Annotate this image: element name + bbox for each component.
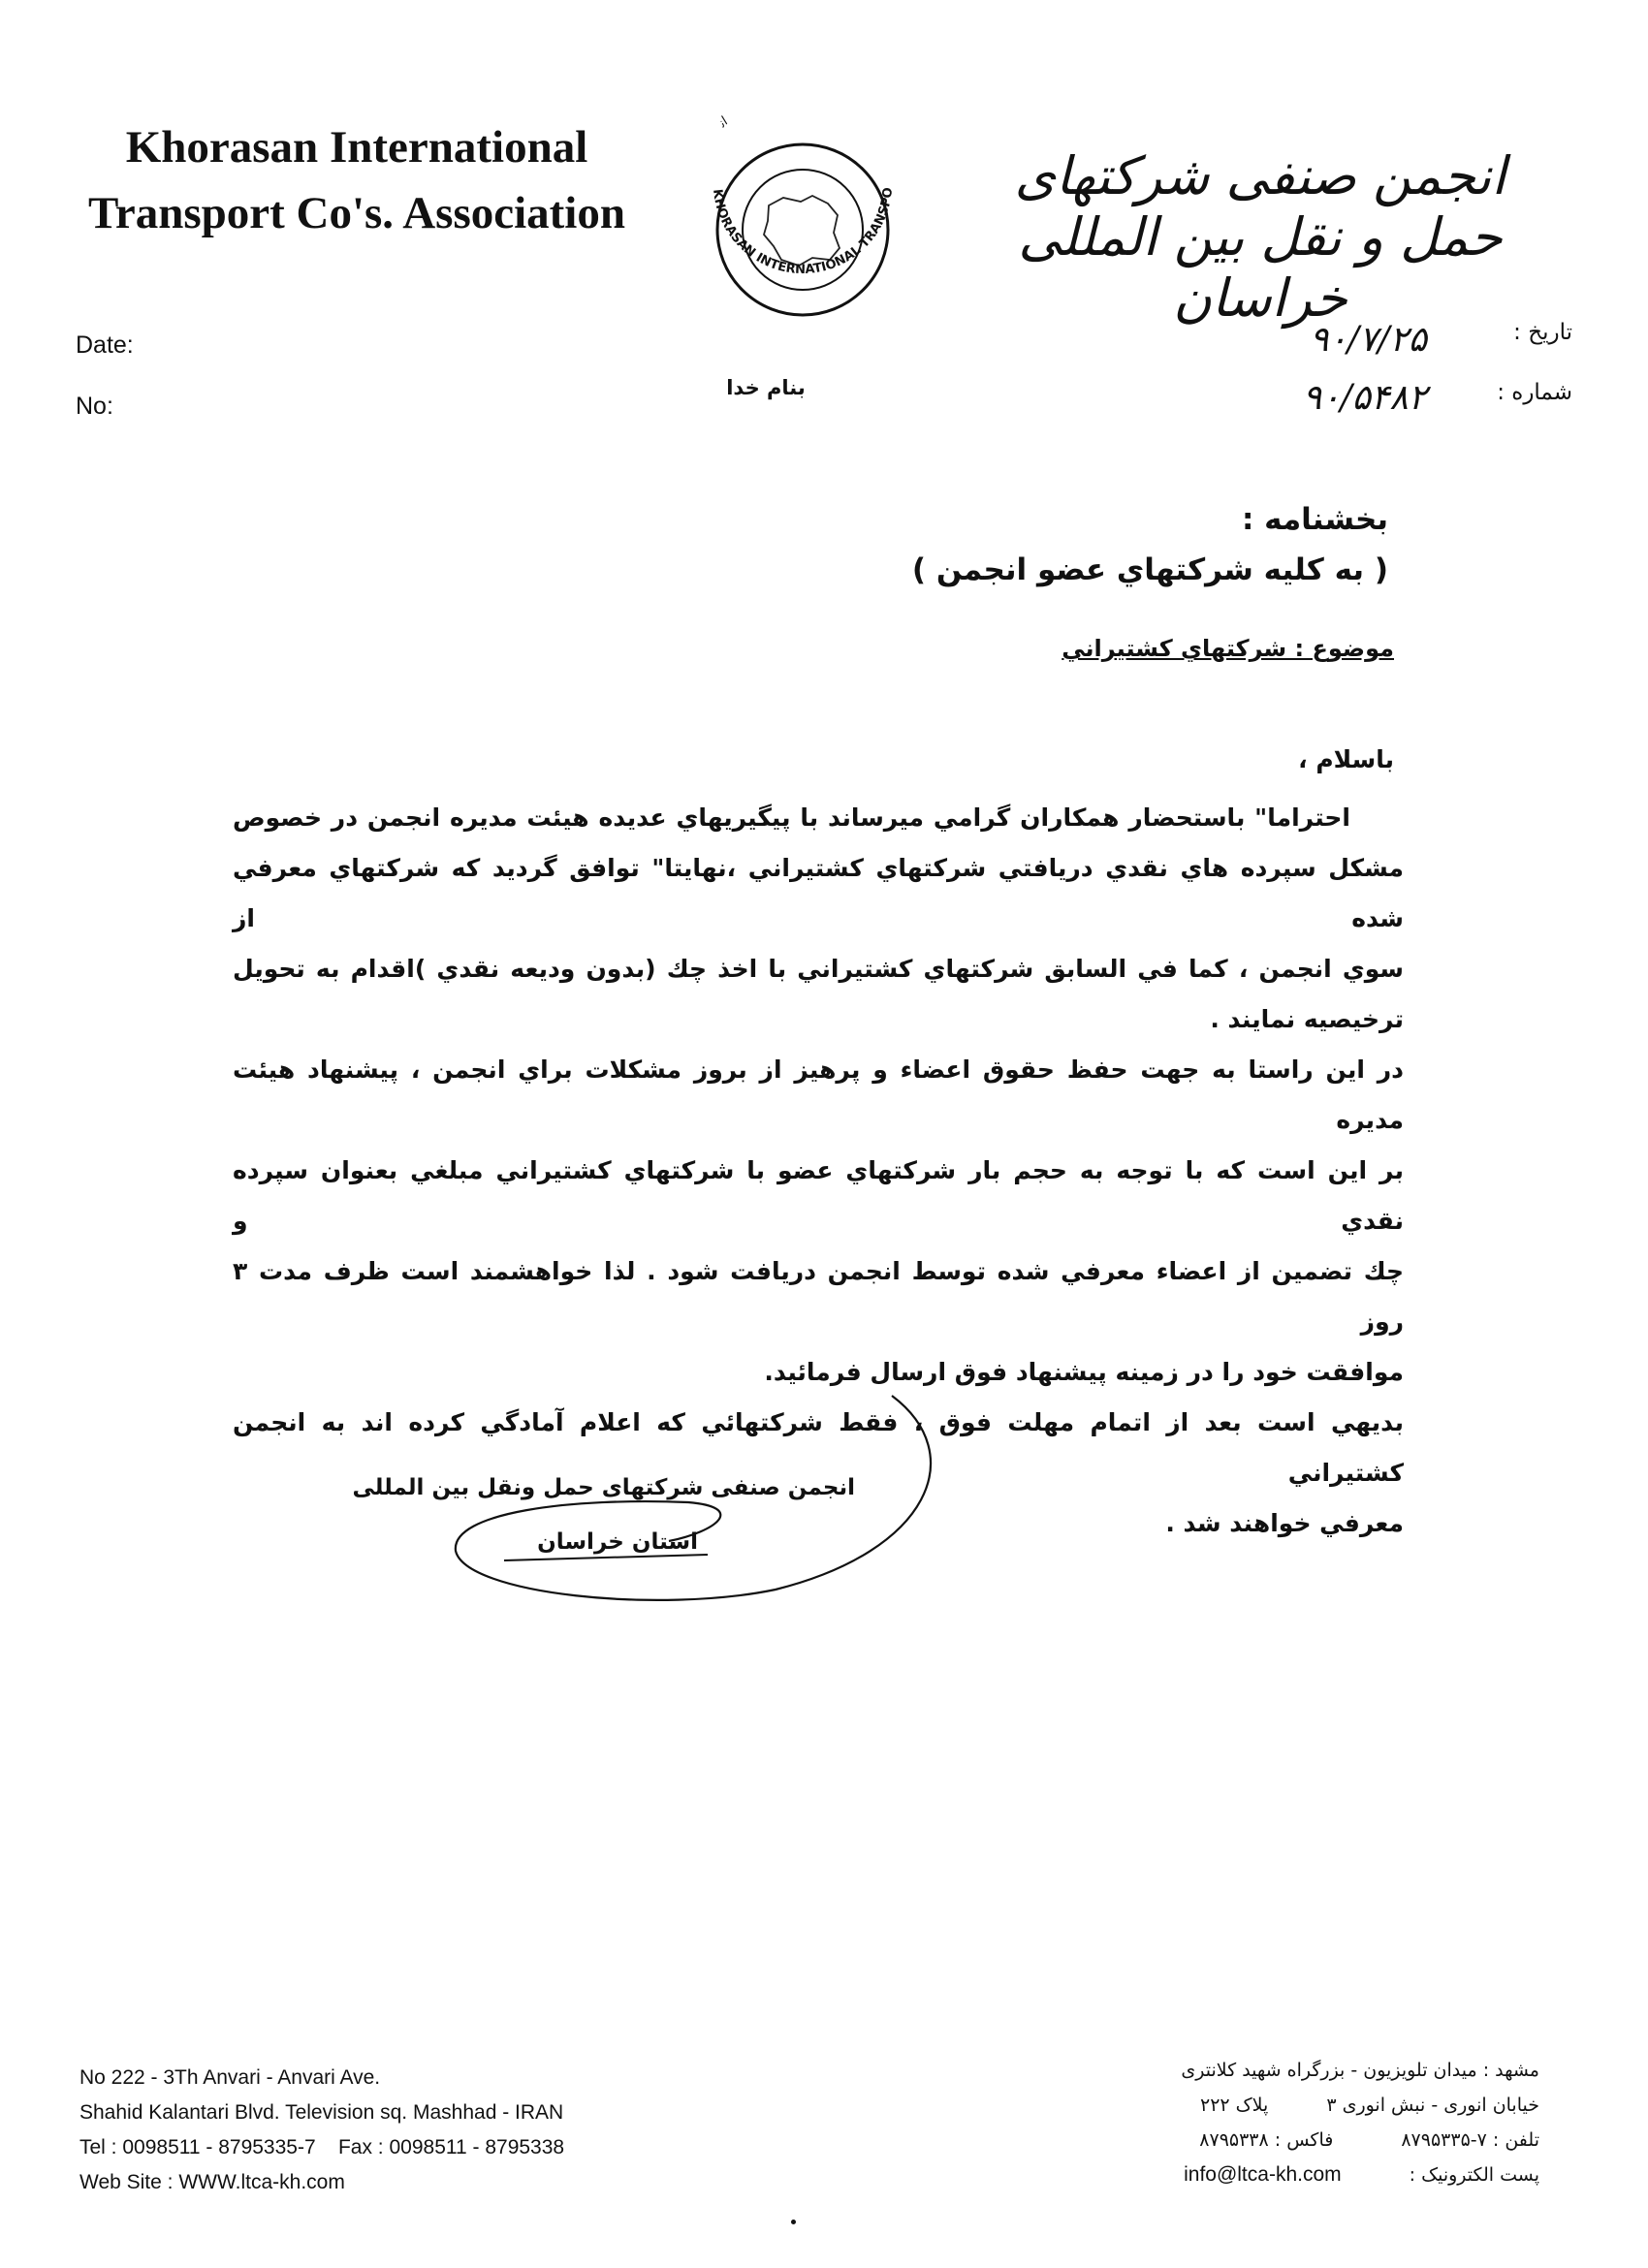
footer-email[interactable]: info@ltca-kh.com [1184,2163,1342,2186]
bismillah: بنام خدا [726,376,806,399]
body-line: معرفي خواهند شد . [1165,1509,1404,1537]
subject-line: موضوع : شرکتهاي کشتيراني [1062,635,1394,662]
date-value: ۹۰/۷/۲۵ [1310,320,1427,360]
persian-letterhead: انجمن صنفی شرکتهای حمل و نقل بین المللی خراسان [1014,145,1506,329]
greeting: باسلام ، [1298,745,1394,773]
footer-english-address [79,2061,564,2200]
body-line: بديهي است بعد از اتمام مهلت فوق ، فقط شرکتهائي که اعلام آمادگي کرده اند به انجمن کشتيراني [233,1408,1404,1487]
number-label-fa: شماره : [1497,380,1572,405]
english-title-line-1: Khorasan International [125,122,588,173]
number-label: No: [76,393,113,420]
signature-org: انجمن صنفی شرکتهای حمل ونقل بین المللی [352,1475,855,1500]
footer-fa-plate: پلاک ۲۲۲ [1200,2095,1269,2116]
body-line: سوي انجمن ، کما في السابق شرکتهاي کشتيراني با اخذ چك (بدون وديعه نقدي )اقدام به تحويل [233,955,1404,983]
page-dot [791,2220,796,2224]
logo-ring-text: KHORASAN INTERNATIONAL TRANSPO [710,186,897,278]
body-line: احتراما" باستحضار همکاران گرامي ميرساند با پيگيريهاي عديده هيئت مديره انجمن در خصوص [233,803,1350,832]
footer-persian-address [1074,2053,1539,2192]
body-line: چك تضمين از اعضاء معرفي شده توسط انجمن دريافت شود . لذا خواهشمند است ظرف مدت ٣ روز [233,1257,1404,1336]
body-line: بر اين است که با توجه به حجم بار شرکتهاي عضو با شرکتهاي کشتيراني مبلغي بعنوان سپرده نقدي و [233,1156,1404,1235]
body-line: ترخيصيه نمايند . [1210,1005,1404,1033]
logo-seal-icon [667,60,938,351]
body-line: موافقت خود را در زمينه پيشنهاد فوق ارسال فرمائيد. [764,1358,1404,1386]
english-letterhead [76,114,638,246]
signature-province: استان خراسان [537,1529,698,1555]
footer-phone-line: Tel : 0098511 - 8795335-7 Fax : 0098511 - 8795338 [79,2136,565,2158]
number-value: ۹۰/۵۴۸۲ [1302,378,1427,418]
footer-fa-fax: فاکس : ۸۷۹۵۳۳۸ [1199,2129,1334,2151]
recipients: ( به کلیه شرکتهاي عضو انجمن ) [911,552,1388,587]
footer-fa-street: خیابان انوری - نبش انوری ۳ [1326,2095,1539,2116]
association-logo [667,60,938,351]
letter-type: بخشنامه : [1241,502,1388,537]
footer-fa-email-label: پست الکترونیک : [1409,2164,1539,2186]
footer-fa-line: مشهد : میدان تلویزیون - بزرگراه شهید کلانتری [1181,2060,1539,2081]
body-line: در اين راستا به جهت حفظ حقوق اعضاء و پرهيز از بروز مشکلات براي انجمن ، پيشنهاد هيئت مديره [233,1055,1404,1134]
body-line: مشکل سپرده هاي نقدي دريافتي شرکتهاي کشتيراني ،نهايتا" توافق گرديد که شرکتهاي معرفي شده از [233,854,1404,932]
date-label-fa: تاریخ : [1513,320,1572,345]
date-label: Date: [76,331,134,359]
svg-text:انجمن صنفی شرکتهای حمل و نقل ب [667,60,732,131]
footer-address-line: No 222 - 3Th Anvari - Anvari Ave. [79,2066,381,2089]
footer-website[interactable]: Web Site : WWW.ltca-kh.com [79,2171,345,2193]
logo-top-text: ان [714,115,731,131]
english-title-line-2: Transport Co's. Association [87,188,626,238]
footer-fa-tel: تلفن : ۷-۸۷۹۵۳۳۵ [1401,2129,1539,2151]
footer-address-line: Shahid Kalantari Blvd. Television sq. Mashhad - IRAN [79,2101,564,2124]
